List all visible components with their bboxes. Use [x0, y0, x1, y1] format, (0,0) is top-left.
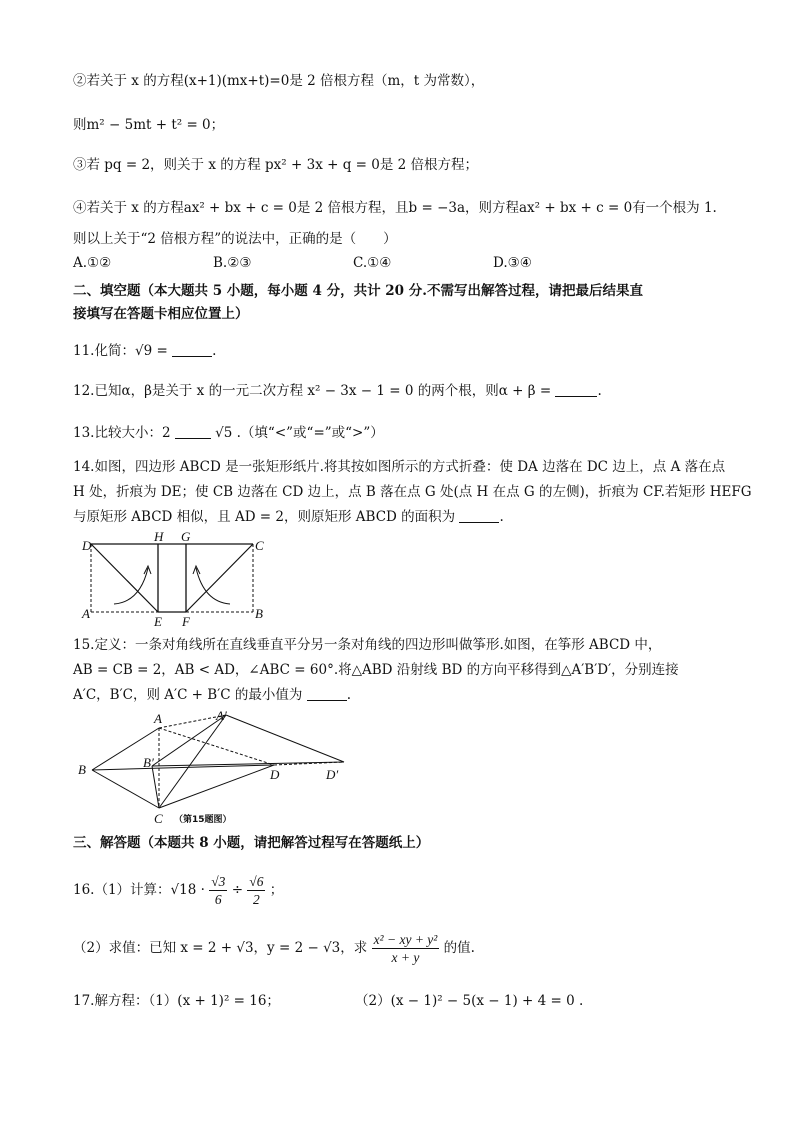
fig15-ad [159, 728, 274, 765]
section-2-heading-line2: 接填写在答题卡相应位置上） [73, 306, 249, 322]
answer-blank-15[interactable] [307, 686, 347, 701]
statement-4: ④若关于 x 的方程ax² + bx + c = 0是 2 倍根方程，且b = −3a，则方程ax² + bx + c = 0有一个根为 1. [73, 200, 717, 216]
answer-blank-11[interactable] [172, 342, 212, 357]
question-12-text: 12.已知α，β是关于 x 的一元二次方程 x² − 3x − 1 = 0 的两个根，则α + β = [73, 383, 552, 399]
question-15-line3: A′C，B′C，则 A′C + B′C 的最小值为 . [73, 687, 351, 703]
question-16-part2 [73, 930, 475, 966]
fig14-label-d: D [82, 538, 92, 553]
q16-1-frac1-num: √3 [211, 874, 226, 889]
q16-1-frac1-den: 6 [214, 892, 222, 907]
question-16-part1 [73, 872, 283, 908]
fig14-label-c: C [255, 538, 264, 553]
fig14-arrow-right [196, 568, 230, 604]
q17-part1: 17.解方程：（1）(x + 1)² = 16； [73, 993, 280, 1009]
question-14-line2: H 处，折痕为 DE；使 CB 边落在 CD 边上，点 B 落在点 G 处(点 H 在点 G 的左侧)，折痕为 CF.若矩形 HEFG [73, 484, 752, 500]
question-14-text: 与原矩形 ABCD 相似，且 AD = 2，则原矩形 ABCD 的面积为 [73, 509, 456, 525]
fig15-label-b: B [78, 762, 86, 777]
figure-14 [78, 532, 268, 628]
q16-1-frac2-den: 2 [253, 892, 260, 907]
statement-2: ②若关于 x 的方程(x+1)(mx+t)=0是 2 倍根方程（m，t 为常数）， [73, 73, 485, 89]
fig15-label-d-prime: D′ [326, 767, 339, 782]
question-10-prompt: 则以上关于“2 倍根方程”的说法中，正确的是（ ） [73, 231, 397, 247]
option-d: D.③④ [493, 255, 532, 271]
q16-2-frac-num: x² − xy + y² [373, 932, 438, 947]
q16-1-fraction-2 [247, 873, 265, 908]
question-13-text-b: √5 .（填“<”或“=”或“>”） [215, 425, 384, 441]
answer-blank-13[interactable] [175, 424, 211, 439]
fig14-label-f: F [182, 614, 190, 628]
q16-2-end: 的值. [443, 940, 475, 956]
fig14-label-h: H [154, 532, 164, 544]
q16-1-end: ； [269, 882, 284, 898]
fig15-a2d2 [226, 715, 344, 762]
question-11-text: 11.化简：√9 = [73, 343, 168, 359]
question-14-line3: 与原矩形 ABCD 相似，且 AD = 2，则原矩形 ABCD 的面积为 . [73, 509, 504, 525]
question-15-text: A′C，B′C，则 A′C + B′C 的最小值为 [73, 687, 303, 703]
statement-2-conclusion: 则m² − 5mt + t² = 0； [73, 117, 225, 133]
fig15-label-c: C [154, 811, 163, 825]
fig14-label-e: E [154, 614, 162, 628]
fig15-a2c [159, 715, 226, 808]
q16-1-fraction-1 [209, 873, 227, 908]
q16-1-operator: ÷ [231, 882, 243, 898]
question-13 [73, 424, 384, 442]
fig15-caption: （第15题图） [174, 815, 232, 825]
fig15-b2c [152, 766, 159, 808]
option-b: B.②③ [213, 255, 252, 271]
answer-blank-12[interactable] [555, 382, 597, 397]
fig15-label-a-prime: A′ [216, 710, 227, 723]
q16-1-text: 16.（1）计算：√18 · [73, 882, 205, 898]
fig14-label-g: G [181, 532, 191, 544]
fig15-bc [92, 770, 159, 808]
question-15-line1: 15.定义：一条对角线所在直线垂直平分另一条对角线的四边形叫做筝形.如图，在筝形 ABCD 中， [73, 637, 662, 653]
q16-2-text: （2）求值：已知 x = 2 + √3，y = 2 − √3，求 [73, 940, 368, 956]
question-15-line2: AB = CB = 2，AB < AD，∠ABC = 60°.将△ABD 沿射线 BD 的方向平移得到△A′B′D′，分别连接 [73, 662, 679, 678]
fig14-arrow-left [114, 568, 148, 604]
question-12: 12.已知α，β是关于 x 的一元二次方程 x² − 3x − 1 = 0 的两个根，则α + β = . [73, 383, 602, 399]
q16-2-frac-den: x + y [391, 950, 420, 965]
question-13-text-a: 13.比较大小：2 [73, 425, 171, 441]
fig14-label-b: B [255, 606, 263, 621]
q16-2-fraction [372, 931, 440, 966]
fig15-cd [159, 765, 274, 808]
figure-15 [74, 710, 354, 825]
option-a: A.①② [73, 255, 112, 271]
option-c: C.①④ [353, 255, 392, 271]
fig15-label-b-prime: B′ [143, 755, 154, 770]
question-14-line1: 14.如图，四边形 ABCD 是一张矩形纸片.将其按如图所示的方式折叠：使 DA 边落在 DC 边上，点 A 落在点 [73, 459, 726, 475]
section-2-heading-line1: 二、填空题（本大题共 5 小题，每小题 4 分，共计 20 分.不需写出解答过程，请把最后结果直 [73, 283, 643, 299]
section-3-heading: 三、解答题（本题共 8 小题，请把解答过程写在答题纸上） [73, 835, 430, 851]
fig15-label-a: A [154, 711, 162, 726]
q16-1-frac2-num: √6 [249, 874, 264, 889]
statement-3: ③若 pq = 2，则关于 x 的方程 px² + 3x + q = 0是 2 倍根方程； [73, 157, 478, 173]
question-17 [73, 992, 280, 1010]
question-17-part2: （2）(x − 1)² − 5(x − 1) + 4 = 0 . [355, 993, 584, 1009]
fig14-label-a: A [82, 606, 90, 621]
answer-blank-14[interactable] [459, 508, 499, 523]
fig15-label-d: D [270, 767, 280, 782]
question-11: 11.化简：√9 = . [73, 343, 217, 359]
